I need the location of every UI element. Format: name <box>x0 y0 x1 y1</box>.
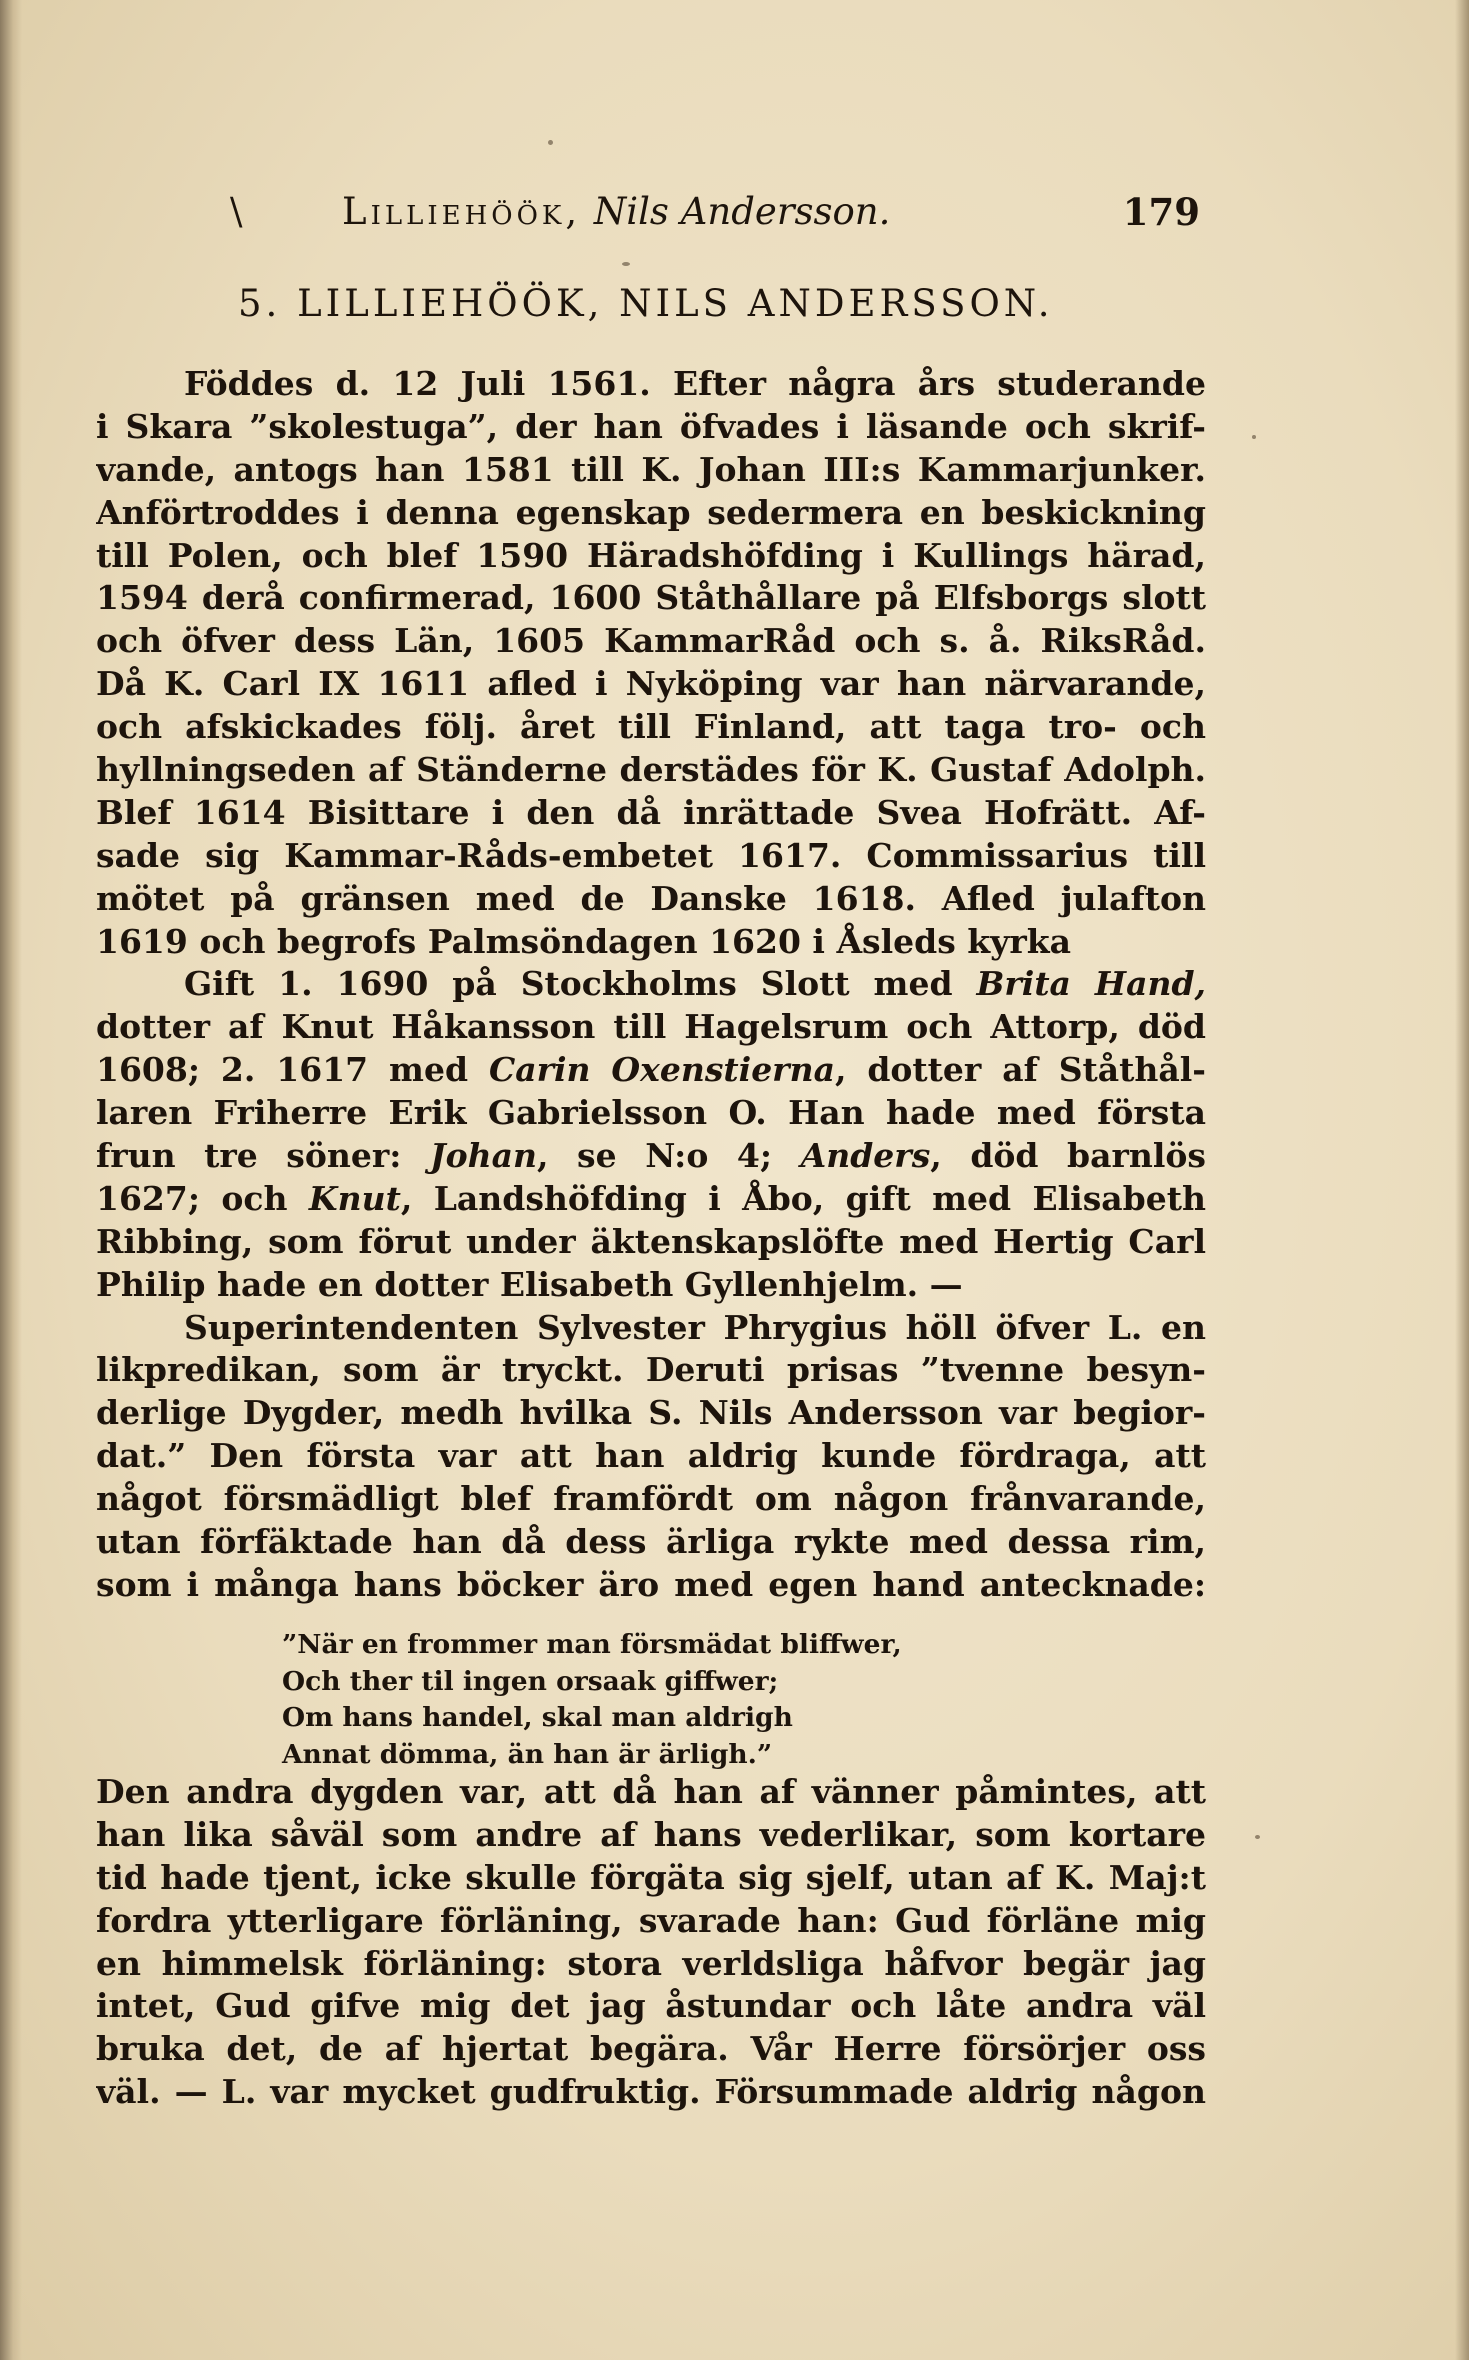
text-line: Då K. Carl IX 1611 afled i Nyköping var han närvarande, <box>96 664 1206 704</box>
text-line: Superintendenten Sylvester Phrygius höll öfver L. en <box>184 1307 1206 1347</box>
text-line: väl. — L. var mycket gudfruktig. Försummade aldrig någon <box>96 2072 1206 2112</box>
text-segment: , dotter af Ståthål- <box>834 1050 1206 1090</box>
text-line: Föddes d. 12 Juli 1561. Efter några års studerande <box>184 364 1206 403</box>
text-line: 1594 derå confirmerad, 1600 Ståthållare på Elfsborgs slott <box>96 578 1206 618</box>
header-surname: Lilliehöök, <box>342 190 582 233</box>
verse-line: Och ther til ingen orsaak giffwer; <box>282 1665 779 1697</box>
text-line: intet, Gud gifve mig det jag åstundar och låte andra väl <box>96 1986 1206 2026</box>
paper-speck <box>548 140 553 145</box>
page-left-edge <box>0 0 22 2360</box>
text-line: dotter af Knut Håkansson till Hagelsrum och Attorp, död <box>96 1007 1206 1047</box>
paper-speck <box>1252 435 1256 439</box>
running-header <box>230 190 1200 240</box>
spouse-name: Carin Oxenstierna <box>488 1050 835 1090</box>
text-line: Den andra dygden var, att då han af vänner påmintes, att <box>96 1772 1206 1811</box>
section-title: 5. LILLIEHÖÖK, NILS ANDERSSON. <box>238 282 1054 325</box>
text-line: något försmädligt blef framfördt om någon frånvarande, <box>96 1479 1206 1519</box>
spouse-name: Brita Hand, <box>976 964 1206 1004</box>
page-number: 179 <box>1122 190 1200 234</box>
biography-text <box>96 363 1206 1607</box>
quoted-verse <box>282 1627 982 1773</box>
text-line: som i många hans böcker äro med egen hand antecknade: <box>96 1564 1206 1604</box>
text-line <box>96 963 1206 1006</box>
text-segment: frun tre söner: <box>96 1136 431 1176</box>
son-name: Anders <box>800 1136 931 1176</box>
page-right-edge <box>1455 0 1469 2360</box>
text-line: derlige Dygder, medh hvilka S. Nils Andersson var begior- <box>96 1393 1206 1433</box>
text-line: laren Friherre Erik Gabrielsson O. Han hade med första <box>96 1093 1206 1133</box>
text-line: likpredikan, som är tryckt. Deruti prisas ”tvenne besyn- <box>96 1350 1206 1390</box>
text-segment: , Landshöfding i Åbo, gift med Elisabeth <box>400 1178 1206 1218</box>
text-line: och afskickades följ. året till Finland, att taga tro- och <box>96 707 1206 747</box>
closing-text <box>96 1771 1206 2114</box>
text-line: hyllningseden af Ständerne derstädes för K. Gustaf Adolph. <box>96 750 1206 790</box>
verse-line: ”När en frommer man försmädat bliffwer, <box>282 1629 902 1660</box>
text-line: sade sig Kammar-Råds-embetet 1617. Commissarius till <box>96 835 1206 875</box>
text-line: Ribbing, som förut under äktenskapslöfte med Hertig Carl <box>96 1221 1206 1261</box>
text-line: i Skara ”skolestuga”, der han öfvades i läsande och skrif- <box>96 406 1206 446</box>
text-line: mötet på gränsen med de Danske 1618. Afled julafton <box>96 878 1206 918</box>
paper-speck <box>1255 1835 1260 1839</box>
text-line: utan förfäktade han då dess ärliga rykte med dessa rim, <box>96 1522 1206 1562</box>
text-line: Blef 1614 Bisittare i den då inrättade Svea Hofrätt. Af- <box>96 792 1206 832</box>
text-segment: 1627; och <box>96 1178 309 1218</box>
text-line <box>96 1178 1206 1221</box>
text-line: och öfver dess Län, 1605 KammarRåd och s. å. RiksRåd. <box>96 621 1206 661</box>
son-name: Knut <box>308 1178 401 1218</box>
text-line: tid hade tjent, icke skulle förgäta sig sjelf, utan af K. Maj:t <box>96 1857 1206 1897</box>
son-name: Johan <box>430 1136 538 1176</box>
text-line: bruka det, de af hjertat begära. Vår Herre försörjer oss <box>96 2029 1206 2069</box>
text-line <box>96 1135 1206 1178</box>
verse-line: Annat dömma, än han är ärligh.” <box>282 1738 773 1770</box>
text-line: fordra ytterligare förläning, svarade han: Gud förläne mig <box>96 1900 1206 1940</box>
paper-speck <box>622 262 630 266</box>
text-line: 1619 och begrofs Palmsöndagen 1620 i Åsleds kyrka <box>96 921 1071 961</box>
text-line <box>96 1049 1206 1092</box>
text-segment: 1608; 2. 1617 med <box>96 1050 489 1090</box>
text-line: han lika såväl som andre af hans vederlikar, som kortare <box>96 1814 1206 1854</box>
header-title <box>342 190 890 233</box>
text-segment: , se N:o 4; <box>537 1136 801 1176</box>
header-mark: \ <box>230 190 243 233</box>
text-segment: , död barnlös <box>930 1136 1206 1176</box>
text-line: Philip hade en dotter Elisabeth Gyllenhjelm. — <box>96 1264 963 1304</box>
text-line: Anförtroddes i denna egenskap sedermera en beskickning <box>96 492 1206 532</box>
text-line: dat.” Den första var att han aldrig kunde fördraga, att <box>96 1436 1206 1476</box>
text-line: till Polen, och blef 1590 Häradshöfding i Kullings härad, <box>96 535 1206 575</box>
text-segment: Gift 1. 1690 på Stockholms Slott med <box>184 964 977 1004</box>
text-line: vande, antogs han 1581 till K. Johan III:s Kammarjunker. <box>96 449 1206 489</box>
verse-line: Om hans handel, skal man aldrigh <box>282 1702 793 1733</box>
header-given-name: Nils Andersson. <box>593 190 891 233</box>
text-line: en himmelsk förläning: stora verldsliga håfvor begär jag <box>96 1943 1206 1983</box>
